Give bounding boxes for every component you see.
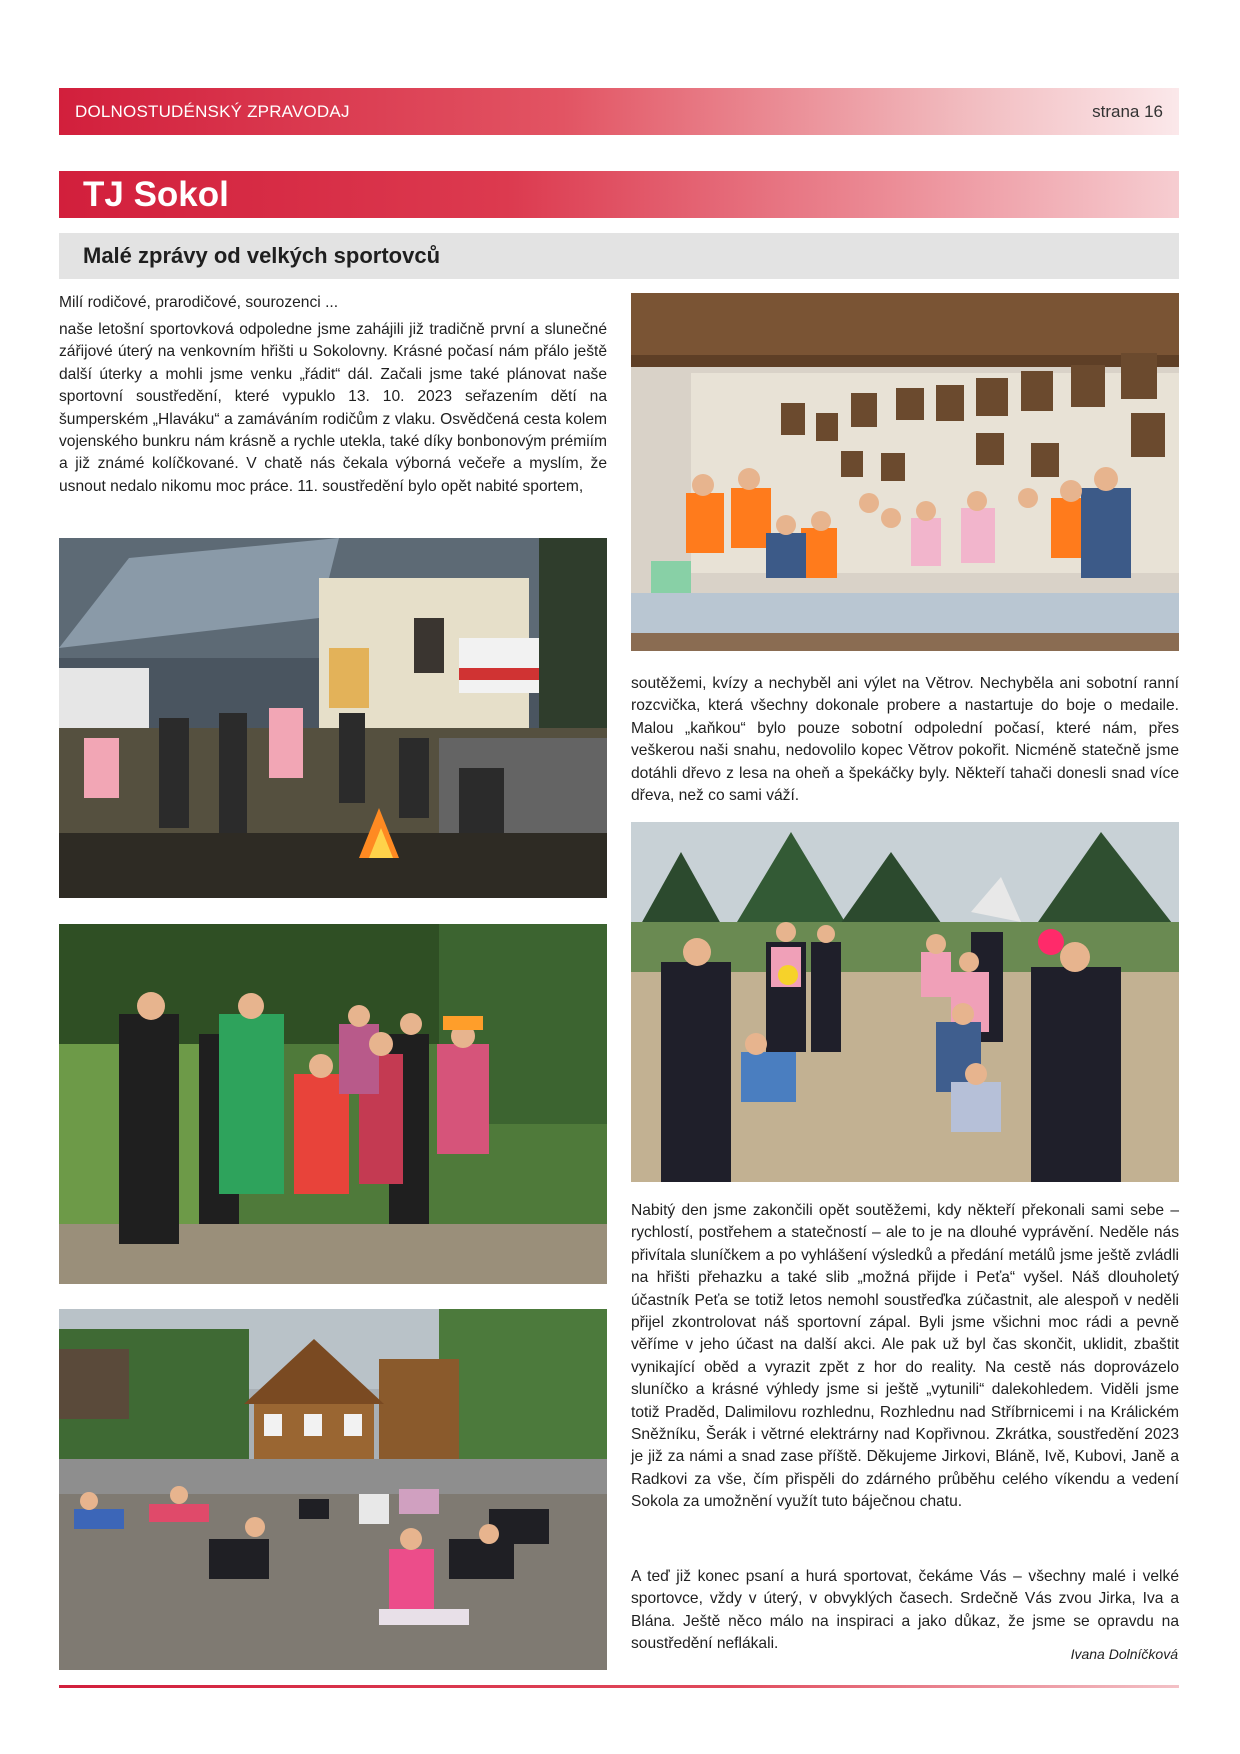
article-author: Ivana Dolníčková [1070,1646,1178,1662]
paragraph-4-text: A teď již konec psaní a hurá sportovat, čekáme Vás – všechny malé i velké sportovce, vždy v úterý, v obvyklých časech. Srdečně Vás zvou Jirka, Iva a Blána. Ještě něco málo na inspiraci a jako důkaz, že jsme se opravdu na soustředění neflákali. [631,1568,1179,1653]
article-paragraph-3 [631,1200,1179,1514]
photo-group-with-medals [631,293,1179,651]
photo-morning-exercise [59,1309,607,1670]
section-title: TJ Sokol [83,174,229,214]
section-banner [59,171,1179,218]
page-number: strana 16 [1092,101,1163,121]
article-greeting: Milí rodičové, prarodičové, sourozenci ... [59,294,339,311]
paragraph-3-text: Nabitý den jsme zakončili opět soutěžemi, kdy někteří překonali sami sebe – rychlostí, postřehem a statečností – ale to je na dlouhé vyprávění. Neděle nás přivítala sluníčkem a po vyhlášení výsledků a předání metálů jsme ještě zvládli na hřišti přehazku a také slib „možná přijde i Peťa“ vyšel. Náš dlouholetý účastník Peťa se totiž letos nemohl soustřeďka zúčastnit, ale alespoň v neděli přijel zkontrolovat náš sportovní zápal. Byli jsme všichni moc rádi a pevně věříme v jeho účast na další akci. Ale pak už byl čas skončit, uklidit, zbaštit vynikající oběd a vyrazit zpět z hor do reality. Na cestě nás doprovázelo sluníčko a krásné výhledy jsme si ještě „vytunili“ dalekohledem. Viděli jsme totiž Praděd, Dalimilovu rozhlednu, Rozhlednu nad Stříbrnicemi i na Králickém Sněžníku, Šerák i větrné elektrárny nad Kopřivnou. Zkrátka, soustředění 2023 je již za námi a snad zase příště. Děkujeme Jirkovi, Bláně, Ivě, Kubovi, Janě a Radkovi za vše, čím přispěli do zdárného průběhu celého víkendu a vedení Sokola za umožnění využít tuto báječnou chatu. [631,1202,1179,1511]
paragraph-2-text: soutěžemi, kvízy a nechyběl ani výlet na Větrov. Nechyběla ani sobotní ranní rozcvička, která všechny dokonale probere a nastartuje do boje o medaile. Malou „kaňkou“ bylo pouze sobotní odpolední počasí, které nám, přes veškerou naši snahu, nedovolilo kopec Větrov pokořit. Nicméně statečně jsme dotáhli dřevo z lesa na oheň a špekáčky byly. Někteří tahači donesli snad více dřeva, než co sami váží. [631,675,1179,805]
footer-divider [59,1685,1179,1688]
magazine-name: DOLNOSTUDÉNSKÝ ZPRAVODAJ [75,101,350,121]
page-header [59,88,1179,135]
photo-hiking-group [59,924,607,1284]
article-heading-bar [59,233,1179,279]
photo-ball-game [631,822,1179,1182]
paragraph-1-text: naše letošní sportovková odpoledne jsme zahájili již tradičně první a slunečné zářijové úterý na venkovním hřišti u Sokolovny. Krásné počasí nám přálo ještě další úterky a mohli jsme venku „řádit“ dál. Začali jsme také plánovat naše sportovní soustředění, které vypuklo 13. 10. 2023 seřazením dětí na šumperském „Hlaváku“ a zamáváním rodičům z vlaku. Osvědčená cesta kolem vojenského bunkru nám krásně a rychle utekla, také díky bonbonovým prémiím a již známé kolíčkované. V chatě nás čekala výborná večeře a myslím, že usnout nedalo nikomu moc práce. 11. soustředění bylo opět nabité sportem, [59,321,607,495]
article-paragraph-1 [59,319,607,498]
article-paragraph-2 [631,673,1179,807]
article-paragraph-4 [631,1566,1179,1656]
photo-campfire-cabin [59,538,607,898]
article-title: Malé zprávy od velkých sportovců [83,243,441,268]
